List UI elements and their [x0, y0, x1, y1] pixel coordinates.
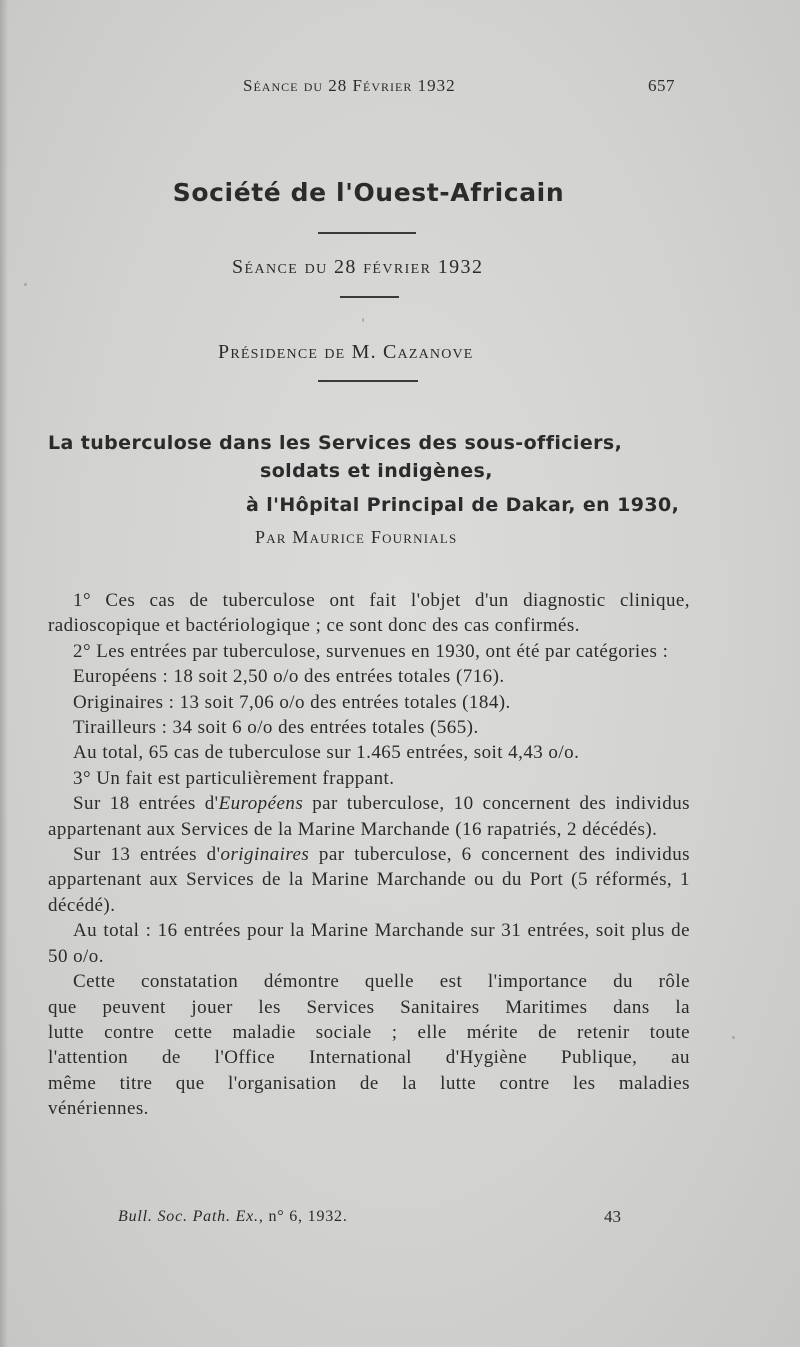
text-line: vénériennes. — [48, 1098, 149, 1120]
total-paragraph: Au total, 65 cas de tuberculose sur 1.465 entrées, soit 4,43 o/o. — [73, 742, 580, 764]
divider-rule — [340, 296, 399, 298]
divider-rule — [318, 232, 416, 234]
conclusion-paragraph — [48, 969, 690, 1121]
journal-name: Bull. Soc. Path. Ex. — [118, 1208, 259, 1225]
emphasis: Européens — [218, 793, 304, 815]
article-title-line: soldats et indigènes, — [260, 460, 493, 482]
emphasis: originaires — [220, 844, 310, 866]
article-byline: Par Maurice Fournials — [255, 527, 458, 547]
paper-speck — [24, 283, 27, 286]
journal-footer — [118, 1208, 348, 1226]
text-line: lutte contre cette maladie sociale ; elle mérite de retenir toute — [48, 1021, 690, 1043]
paragraph-3: 3° Un fait est particulièrement frappant. — [73, 767, 395, 789]
signature-mark: 43 — [604, 1207, 621, 1226]
article-body — [48, 588, 690, 1122]
text-line: Cette constatation démontre quelle est l'importance du rôle — [73, 971, 690, 993]
running-head: Séance du 28 Février 1932 — [243, 76, 456, 95]
category-originaires: Originaires : 13 soit 7,06 o/o des entrées totales (184). — [73, 691, 511, 713]
page-number: 657 — [648, 76, 675, 95]
divider-rule — [318, 380, 418, 382]
paper-speck — [732, 1036, 735, 1039]
text-line: l'attention de l'Office International d'Hygiène Publique, au — [48, 1047, 690, 1069]
issue-info: , n° 6, 1932. — [258, 1208, 348, 1225]
paper-speck — [362, 318, 364, 322]
text-run: Sur 18 entrées d' — [73, 793, 219, 815]
text-line: même titre que l'organisation de la lutte contre les maladies — [48, 1072, 690, 1094]
paragraph-2-intro: 2° Les entrées par tuberculose, survenues en 1930, ont été par catégories : — [73, 640, 669, 662]
article-title-line: à l'Hôpital Principal de Dakar, en 1930, — [246, 494, 680, 516]
originaires-paragraph — [48, 842, 690, 918]
category-tirailleurs: Tirailleurs : 34 soit 6 o/o des entrées totales (565). — [73, 717, 479, 739]
text-run: par tuberculose, 10 concernent des individus appartenant aux Services de la Marine Marchande (16 rapatriés, 2 décédés). — [48, 793, 690, 840]
text-line: que peuvent jouer les Services Sanitaires Maritimes dans la — [48, 996, 690, 1018]
category-europeens: Européens : 18 soit 2,50 o/o des entrées totales (716). — [73, 666, 505, 688]
text-run: Sur 13 entrées d' — [73, 844, 221, 866]
session-date: Séance du 28 février 1932 — [232, 256, 484, 278]
presidency-line: Présidence de M. Cazanove — [218, 341, 474, 363]
marine-total-paragraph: Au total : 16 entrées pour la Marine Marchande sur 31 entrées, soit plus de 50 o/o. — [48, 920, 690, 967]
article-title-line: La tuberculose dans les Services des sous-officiers, — [48, 432, 623, 454]
text-run: par tuberculose, 6 concernent des individus appartenant aux Services de la Marine Marchande ou du Port (5 réformés, 1 décédé). — [48, 844, 690, 916]
paragraph-1: 1° Ces cas de tuberculose ont fait l'objet d'un diagnostic clinique, radioscopique et bactériologique ; ce sont donc des cas confirmés. — [48, 590, 690, 637]
europeens-paragraph — [48, 791, 690, 842]
society-heading: Société de l'Ouest-Africain — [172, 178, 565, 207]
